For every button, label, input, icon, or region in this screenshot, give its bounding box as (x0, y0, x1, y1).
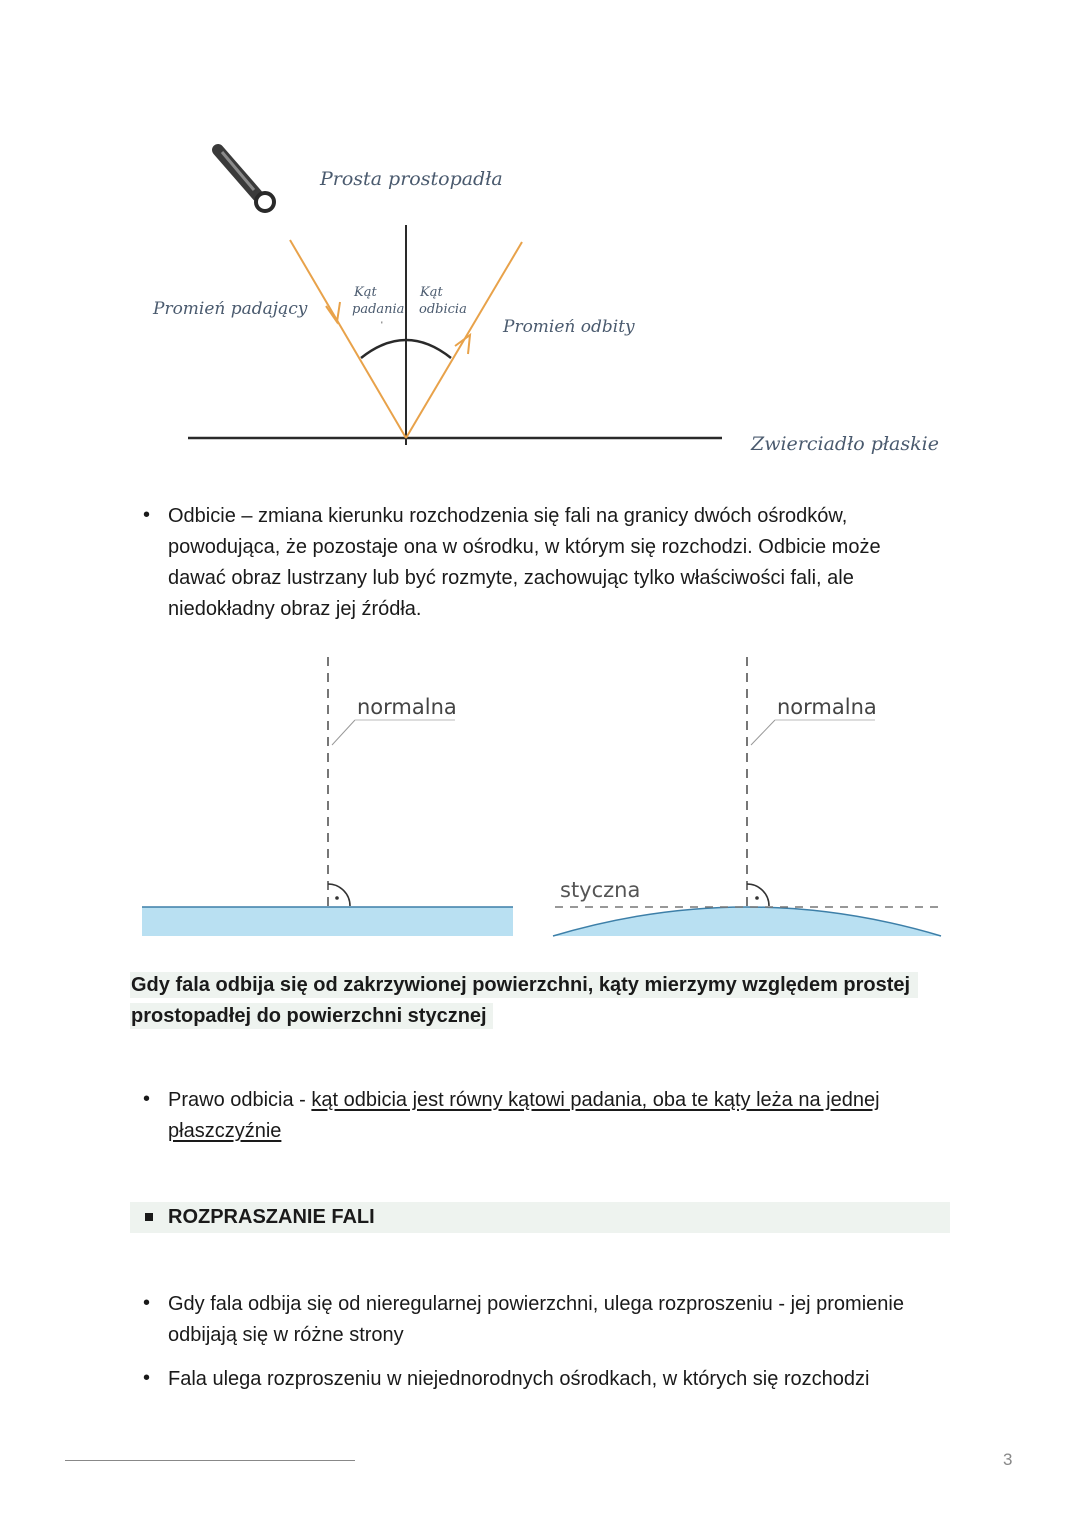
law-prefix: Prawo odbicia - (168, 1089, 312, 1111)
flat-surface (142, 907, 513, 936)
reflected-ray-label: Promień odbity (503, 317, 635, 337)
section-bullet-square (145, 1213, 153, 1221)
scattering-bullet-2 (168, 1364, 968, 1395)
right-normal-pointer (751, 720, 775, 745)
scattering-bullet-1 (168, 1289, 968, 1351)
angle-reflection-word2: odbicia (419, 302, 467, 317)
angle-incidence-word1: Kąt (354, 285, 377, 300)
curved-note (130, 970, 918, 1032)
law-paragraph (168, 1085, 968, 1147)
right-normal-label: normalna (777, 695, 877, 719)
bullet-dot: • (143, 504, 151, 526)
definition-line: dawać obraz lustrzany lub być rozmyte, zachowując tylko właściwości fali, ale (168, 567, 854, 589)
bullet-dot: • (143, 1367, 151, 1389)
scattering-line: odbijają się w różne strony (168, 1324, 404, 1346)
definition-line: Odbicie – zmiana kierunku rozchodzenia się fali na granicy dwóch ośrodków, (168, 505, 848, 527)
mirror-label: Zwierciadło płaskie (751, 433, 939, 455)
angle-incidence-word2: padania (352, 302, 405, 317)
normals-diagram (0, 650, 1080, 945)
page-number: 3 (1003, 1450, 1013, 1469)
flashlight-icon (218, 150, 274, 211)
reflected-ray (406, 242, 522, 438)
left-right-angle-mark (328, 884, 350, 906)
definition-line: powodująca, że pozostaje ona w ośrodku, w którym się rozchodzi. Odbicie może (168, 536, 881, 558)
curved-note-line1: Gdy fala odbija się od zakrzywionej powierzchni, kąty mierzymy względem prostej (130, 972, 918, 998)
bullet-dot: • (143, 1292, 151, 1314)
reflection-diagram (0, 130, 1080, 470)
section-title: ROZPRASZANIE FALI (168, 1206, 375, 1228)
angle-tick: ' (381, 320, 383, 330)
definition-paragraph (168, 501, 968, 625)
footer-rule (65, 1460, 355, 1461)
tangent-label: styczna (560, 878, 641, 902)
right-right-angle-mark (747, 884, 769, 906)
scattering-line: Fala ulega rozproszeniu w niejednorodnych ośrodkach, w których się rozchodzi (168, 1368, 870, 1390)
law-text-line1: kąt odbicia jest równy kątowi padania, oba te kąty leża na jednej (311, 1089, 880, 1111)
curved-note-line2: prostopadłej do powierzchni stycznej (130, 1003, 493, 1029)
bullet-dot: • (143, 1088, 151, 1110)
scattering-line: Gdy fala odbija się od nieregularnej powierzchni, ulega rozproszeniu - jej promienie (168, 1293, 904, 1315)
section-header (130, 1202, 950, 1233)
incident-ray (290, 240, 406, 438)
perpendicular-label: Prosta prostopadła (320, 168, 503, 190)
left-normal-label: normalna (357, 695, 457, 719)
incident-ray-label: Promień padający (153, 299, 308, 319)
left-normal-pointer (332, 720, 355, 745)
definition-line: niedokładny obraz jej źródła. (168, 598, 422, 620)
angle-reflection-word1: Kąt (420, 285, 443, 300)
law-text-line2: płaszczyźnie (168, 1120, 282, 1142)
